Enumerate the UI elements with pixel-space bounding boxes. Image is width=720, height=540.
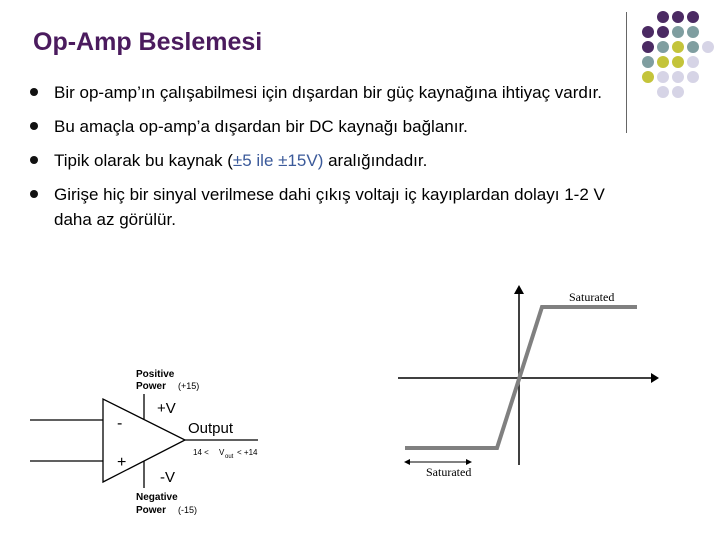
negative-power-label2: Power [136, 505, 167, 516]
output-label: Output [188, 420, 234, 437]
positive-power-label: Positive [136, 369, 175, 380]
slide-title: Op-Amp Beslemesi [33, 28, 263, 56]
bracket-left-arrow-icon [404, 459, 410, 465]
output-range-left: 14 < [193, 448, 209, 457]
minus-v-label: -V [160, 469, 175, 486]
saturated-top-label: Saturated [569, 290, 615, 304]
output-range-var: V [219, 448, 225, 457]
noninverting-symbol: + [117, 454, 127, 471]
saturated-bottom-label: Saturated [426, 465, 472, 479]
output-range-sub: out [225, 454, 234, 460]
negative-power-label: Negative [136, 492, 178, 503]
x-axis-arrow-icon [651, 373, 659, 383]
y-axis-arrow-icon [514, 285, 524, 294]
bullet-text: Bu amaçla op-amp’a dışardan bir DC kaynağı bağlanır. [54, 117, 468, 136]
bullet-text-highlight: ±5 ile ±15V) [232, 151, 324, 170]
plus-v-label: +V [157, 400, 176, 417]
positive-power-value: (+15) [178, 381, 200, 391]
bullet-text-pre: Tipik olarak bu kaynak ( [54, 151, 233, 170]
output-range-right: < +14 [237, 448, 258, 457]
bullet-text: Bir op-amp’ın çalışabilmesi için dışardan bir güç kaynağına ihtiyaç vardır. [54, 83, 603, 102]
bullet-text: Girişe hiç bir sinyal verilmese dahi çıkış voltajı iç kayıplardan dolayı 1-2 V daha az görülür. [54, 185, 605, 229]
positive-power-label2: Power [136, 381, 167, 392]
bullet-text-post: aralığındadır. [323, 151, 428, 170]
negative-power-value: (-15) [178, 505, 198, 515]
inverting-symbol: - [117, 415, 123, 432]
